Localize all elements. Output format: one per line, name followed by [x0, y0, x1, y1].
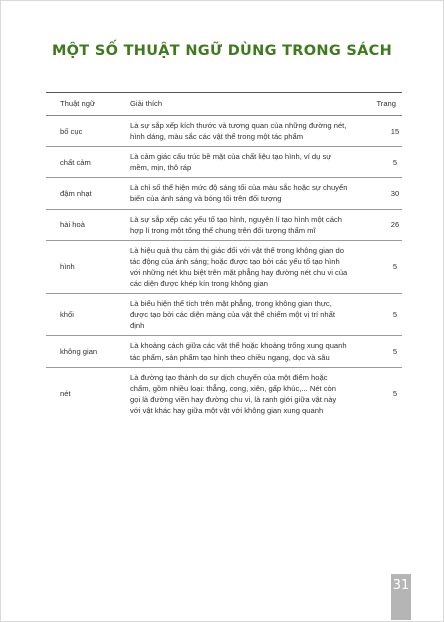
page-cell: 5 [356, 294, 402, 336]
table-row [46, 367, 402, 420]
definition-cell: Là hiệu quả thụ cảm thị giác đối với vật thể trong không gian do tác động của ánh sáng; hoặc được tạo bởi các yếu tố tạo hình với những nét khu biệt trên mặt phẳng hay đường nét chu vi của các diện được khép kín trong không gian [130, 240, 356, 293]
term-cell: không gian [46, 336, 130, 367]
definition-cell: Là khoảng cách giữa các vật thể hoặc khoảng trống xung quanh tác phẩm, sản phẩm tạo hình theo chiều ngang, dọc và sâu [130, 336, 356, 367]
definition-cell: Là sự sắp xếp kích thước và tương quan của những đường nét, hình dáng, màu sắc các vật thể trong một tác phẩm [130, 116, 356, 147]
page-cell: 5 [356, 240, 402, 293]
page-cell: 5 [392, 389, 398, 399]
term-cell: nét [60, 389, 71, 399]
definition-cell: Là chỉ số thể hiện mức độ sáng tối của màu sắc hoặc sự chuyển biến của ánh sáng và bóng tối trên đối tượng [130, 178, 356, 209]
table-row [46, 116, 402, 147]
table-header-row [46, 93, 402, 116]
table-row [46, 178, 402, 209]
table-row [46, 294, 402, 336]
definition-cell: Là biểu hiện thể tích trên mặt phẳng, trong không gian thực, được tạo bởi các diện mảng của vật thể chiếm một vị trí nhất định [130, 294, 356, 336]
term-cell: đậm nhạt [46, 178, 130, 209]
glossary-table [46, 92, 402, 420]
page-cell: 5 [356, 336, 402, 367]
page-cell: 26 [356, 209, 402, 240]
page-cell: 30 [356, 178, 402, 209]
definition-cell: Là sự sắp xếp các yếu tố tạo hình, nguyên lí tạo hình một cách hợp lí trong một tổng thể chung trên đối tượng thẩm mĩ [130, 209, 356, 240]
header-page: Trang [356, 93, 402, 116]
header-term: Thuật ngữ [46, 93, 130, 116]
table-row [46, 209, 402, 240]
table-row [46, 147, 402, 178]
table-row [46, 336, 402, 367]
term-cell: chất cảm [46, 147, 130, 178]
page-number: 31 [392, 578, 410, 593]
table-row [46, 240, 402, 293]
header-definition: Giải thích [130, 93, 356, 116]
definition-cell: Là đường tạo thành do sự dịch chuyển của một điểm hoặc chấm, gồm nhiều loại: thẳng, cong, xiên, gấp khúc,... Nét còn gọi là đường viền hay đường chu vi, là ranh giới giữa vật này với vật khác hay giữa một vật với không gian xung quanh [130, 372, 337, 415]
term-cell: bố cục [46, 116, 130, 147]
page-cell: 5 [356, 147, 402, 178]
page-title: MỘT SỐ THUẬT NGỮ DÙNG TRONG SÁCH [51, 43, 393, 59]
term-cell: hài hoà [46, 209, 130, 240]
definition-cell: Là cảm giác cấu trúc bề mặt của chất liệu tạo hình, ví dụ sự mềm, mịn, thô ráp [130, 147, 356, 178]
term-cell: hình [46, 240, 130, 293]
term-cell: khối [46, 294, 130, 336]
page-cell: 15 [356, 116, 402, 147]
